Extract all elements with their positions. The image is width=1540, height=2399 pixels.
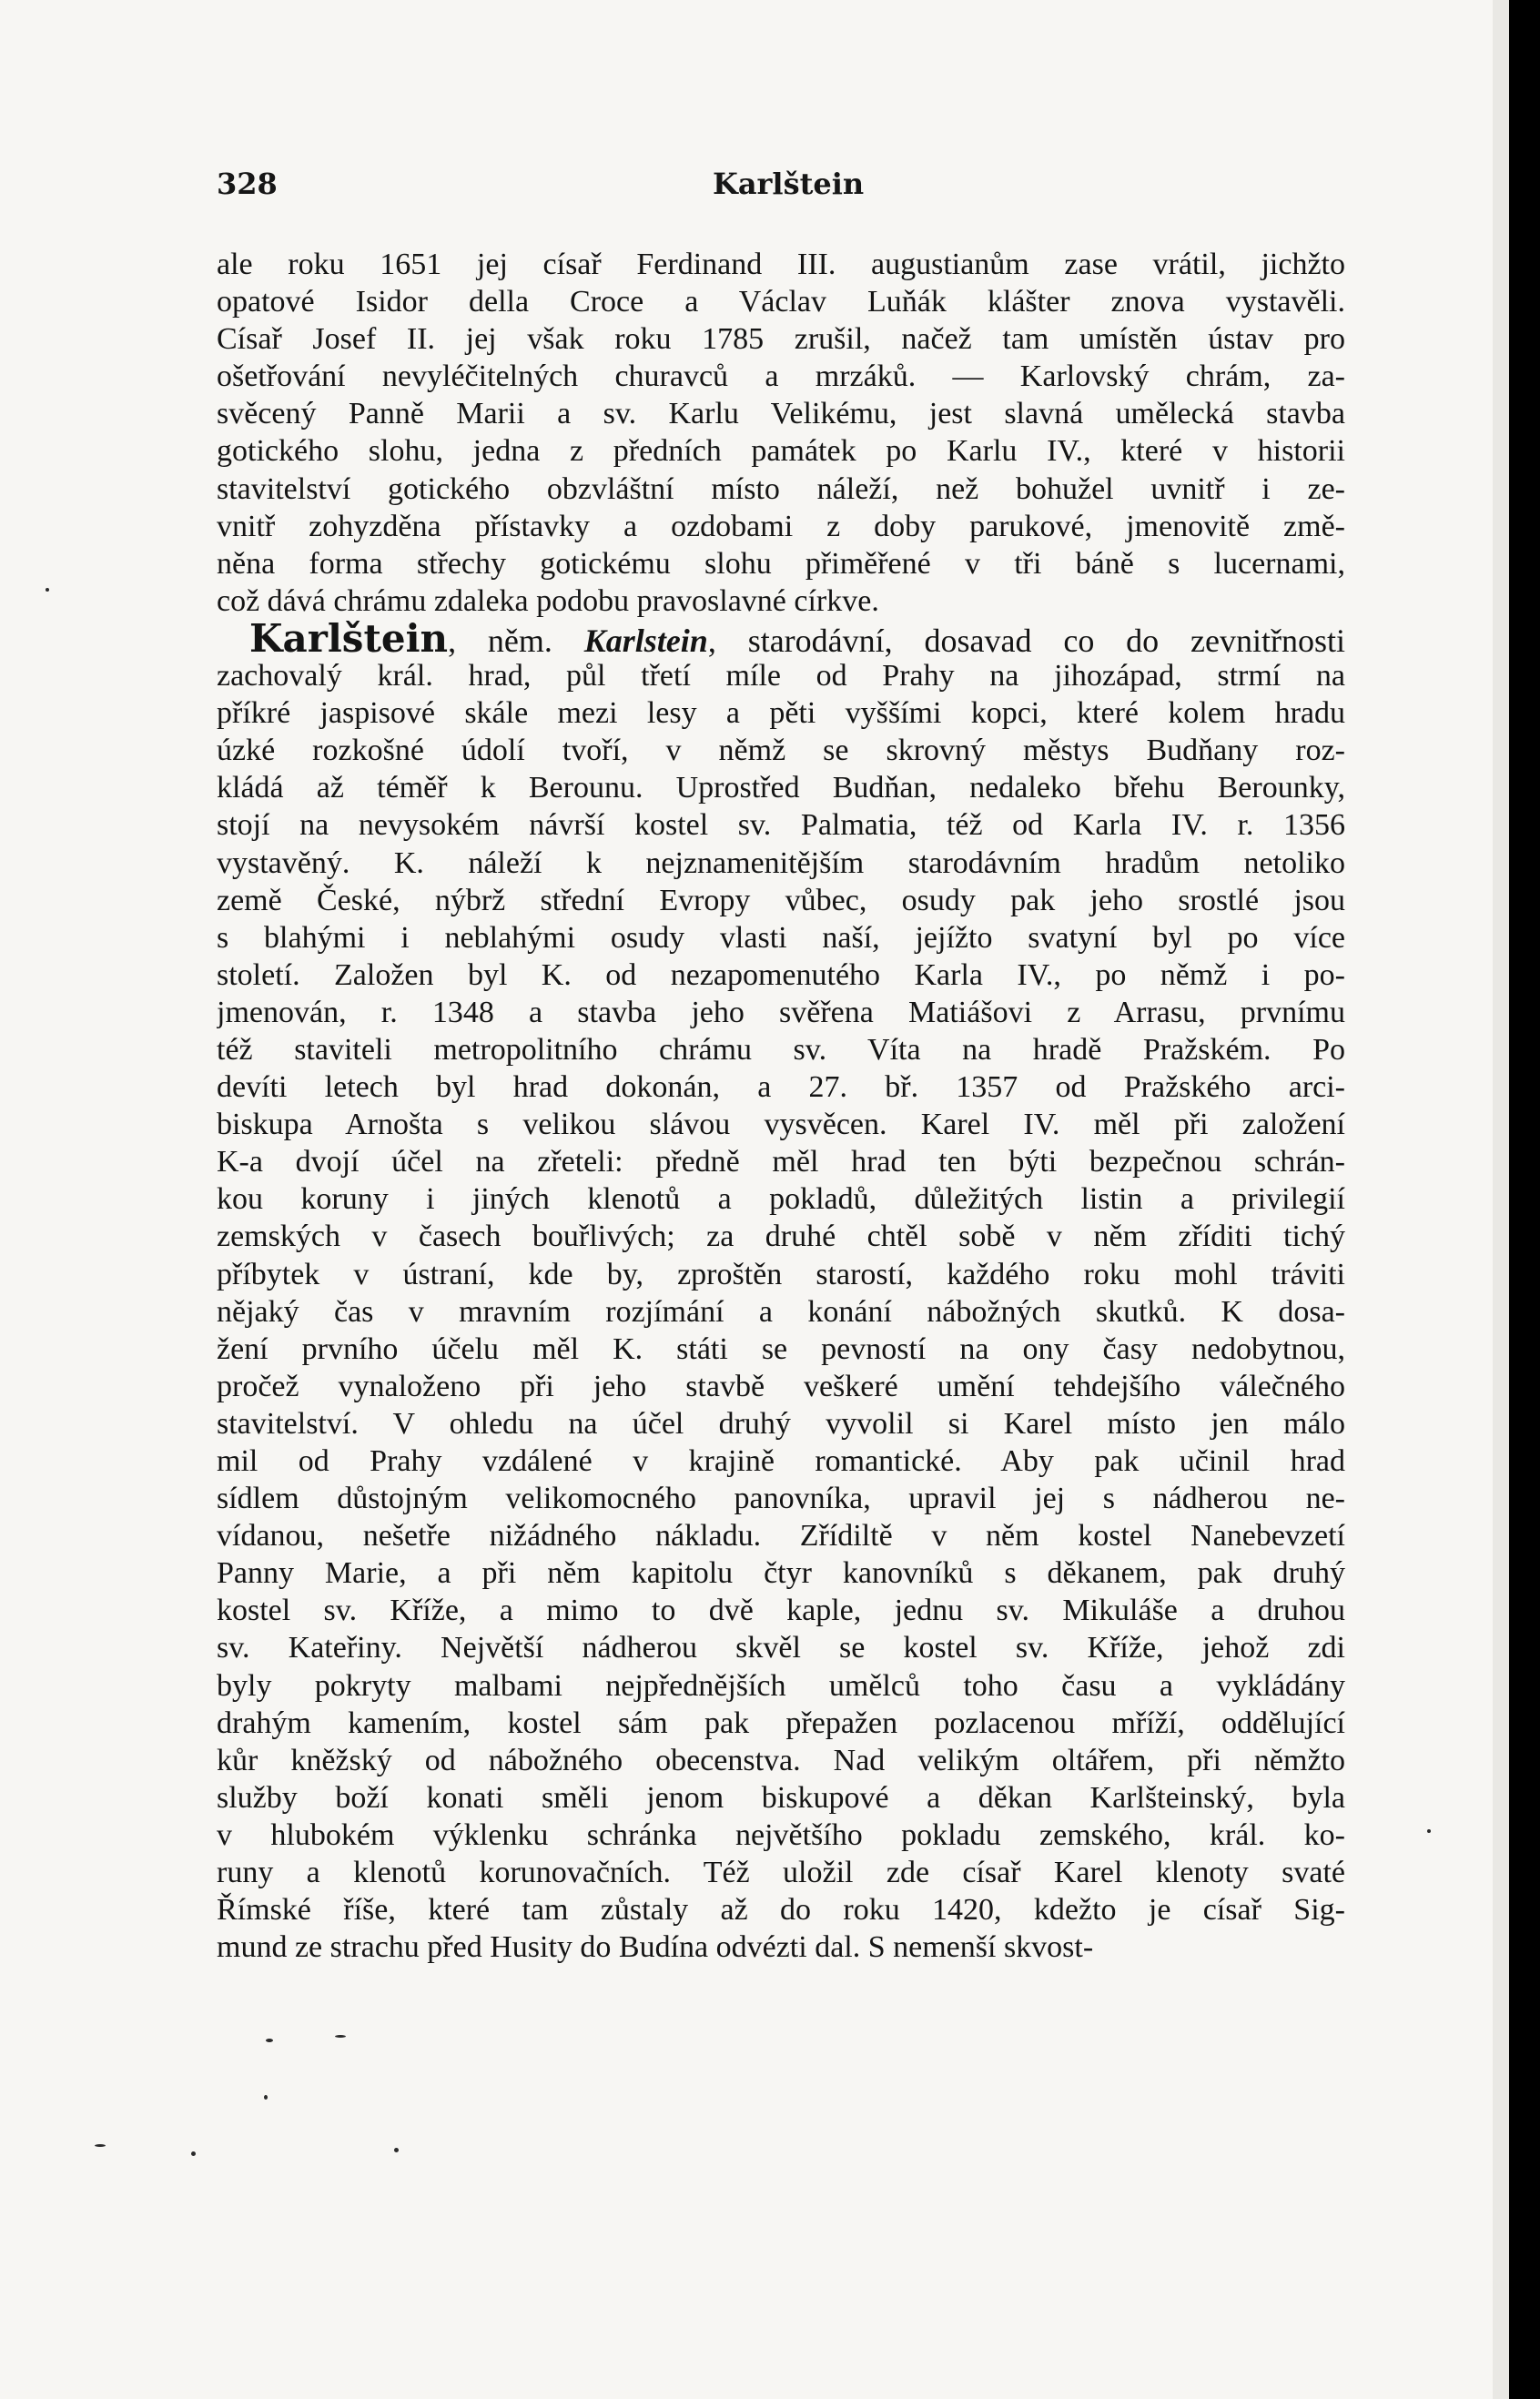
text-line: kou koruny i jiných klenotů a pokladů, důležitých listin a privilegií [217,1182,1345,1217]
text-line: vídanou, nešetře nižádného nákladu. Zřídiltě v něm kostel Nanebevzetí [217,1519,1345,1554]
text-line: nějaký čas v mravním rozjímání a konání nábožných skutků. K dosa- [217,1294,1345,1329]
text-line: byly pokryty malbami nejpřednějších umělců toho času a vykládány [217,1668,1345,1703]
text-line: žení prvního účelu měl K. státi se pevností na ony časy nedobytnou, [217,1331,1345,1366]
text-line: drahým kamením, kostel sám pak přepažen pozlacenou mříží, oddělující [217,1706,1345,1740]
text-line: biskupa Arnošta s velikou slávou vysvěcen. Karel IV. měl při založení [217,1108,1345,1142]
text-line: též staviteli metropolitního chrámu sv. Víta na hradě Pražském. Po [217,1032,1345,1067]
text-line: něna forma střechy gotickému slohu přiměřené v tři báně s lucernami, [217,546,1345,581]
text-line: devíti letech byl hrad dokonán, a 27. bř. 1357 od Pražského arci- [217,1070,1345,1105]
text-line: stojí na nevysokém návrší kostel sv. Palmatia, též od Karla IV. r. 1356 [217,808,1345,843]
text-line: zemských v časech bouřlivých; za druhé chtěl sobě v něm zříditi tichý [217,1220,1345,1254]
entry-first-line [217,620,1345,657]
text-line: Císař Josef II. jej však roku 1785 zrušil, načež tam umístěn ústav pro [217,322,1345,357]
text-line: kládá až téměř k Berounu. Uprostřed Budňan, nedaleko břehu Berounky, [217,771,1345,805]
text-line: runy a klenotů korunovačních. Též uložil zde císař Karel klenoty svaté [217,1856,1345,1890]
text-line: služby boží konati směli jenom biskupové a děkan Karlšteinský, byla [217,1780,1345,1815]
text-line: zachovalý král. hrad, půl třetí míle od Prahy na jihozápad, strmí na [217,659,1345,693]
running-title: Karlštein [713,167,865,201]
text-line: země České, nýbrž střední Evropy vůbec, osudy pak jeho srostlé jsou [217,883,1345,917]
entry-after-term: , něm. [448,622,584,658]
ink-speck [95,2144,106,2147]
text-line: kůr kněžský od nábožného obecenstva. Nad velikým oltářem, při němžto [217,1743,1345,1777]
text-line: Římské říše, které tam zůstaly až do roku 1420, kdežto je císař Sig- [217,1893,1345,1928]
body-text [217,246,1345,1966]
text-line: sv. Kateřiny. Největší nádherou skvěl se kostel sv. Kříže, jehož zdi [217,1631,1345,1665]
entry-german-name: Karlstein [583,622,708,658]
text-line: s blahými i neblahými osudy vlasti naší, jejížto svatyní byl po více [217,920,1345,955]
text-line: příkré jaspisové skále mezi lesy a pěti vyššími kopci, které kolem hradu [217,696,1345,731]
text-line: což dává chrámu zdaleka podobu pravoslavné církve. [217,583,879,618]
text-line: vystavěný. K. náleží k nejznamenitějším starodávním hradům netoliko [217,845,1345,880]
text-line: příbytek v ústraní, kde by, zproštěn starostí, každého roku mohl tráviti [217,1257,1345,1291]
text-line: mil od Prahy vzdálené v krajině romantické. Aby pak učinil hrad [217,1444,1345,1478]
text-line: stavitelství. V ohledu na účel druhý vyvolil si Karel místo jen málo [217,1406,1345,1441]
ink-speck [335,2035,346,2038]
text-line: ošetřování nevyléčitelných churavců a mrzáků. — Karlovský chrám, za- [217,359,1345,394]
ink-speck [264,2095,268,2100]
entry-term: Karlštein [249,619,449,658]
text-line: K-a dvojí účel na zřeteli: předně měl hrad ten býti bezpečnou schrán- [217,1145,1345,1179]
text-line: gotického slohu, jedna z předních památek po Karlu IV., které v historii [217,434,1345,469]
ink-speck [266,2039,273,2042]
text-line: v hlubokém výklenku schránka největšího pokladu zemského, král. ko- [217,1817,1345,1852]
page-number: 328 [217,167,278,201]
text-line: Panny Marie, a při něm kapitolu čtyr kanovníků s děkanem, pak druhý [217,1556,1345,1591]
ink-speck [1427,1829,1431,1833]
text-line: jmenován, r. 1348 a stavba jeho svěřena Matiášovi z Arrasu, prvnímu [217,995,1345,1029]
text-line: ale roku 1651 jej císař Ferdinand III. augustianům zase vrátil, jichžto [217,248,1345,281]
text-line: sídlem důstojným velikomocného panovníka, upravil jej s nádherou ne- [217,1482,1345,1516]
ink-speck [394,2148,399,2152]
entry-first-line-rest: , starodávní, dosavad co do zevnitřnosti [707,622,1345,658]
text-line: mund ze strachu před Husity do Budína odvézti dal. S nemenší skvost- [217,1930,1094,1965]
ink-speck [191,2151,196,2156]
text-line: vnitř zohyzděna přístavky a ozdobami z doby parukové, jmenovitě změ- [217,509,1345,543]
text-line: úzké rozkošné údolí tvoří, v němž se skrovný městys Budňany roz- [217,734,1345,768]
text-line: kostel sv. Kříže, a mimo to dvě kaple, jednu sv. Mikuláše a druhou [217,1594,1345,1628]
text-line: svěcený Panně Marii a sv. Karlu Velikému, jest slavná umělecká stavba [217,397,1345,431]
text-line: stavitelství gotického obzvláštní místo náleží, než bohužel uvnitř i ze- [217,471,1345,506]
text-line: opatové Isidor della Croce a Václav Luňák klášter znova vystavěli. [217,285,1345,319]
text-line: pročež vynaloženo při jeho stavbě veškeré umění tehdejšího válečného [217,1369,1345,1403]
page-edge [1493,0,1509,2399]
ink-speck [46,588,49,592]
text-line: století. Založen byl K. od nezapomenutého Karla IV., po němž i po- [217,957,1345,992]
page-header [217,167,1345,210]
